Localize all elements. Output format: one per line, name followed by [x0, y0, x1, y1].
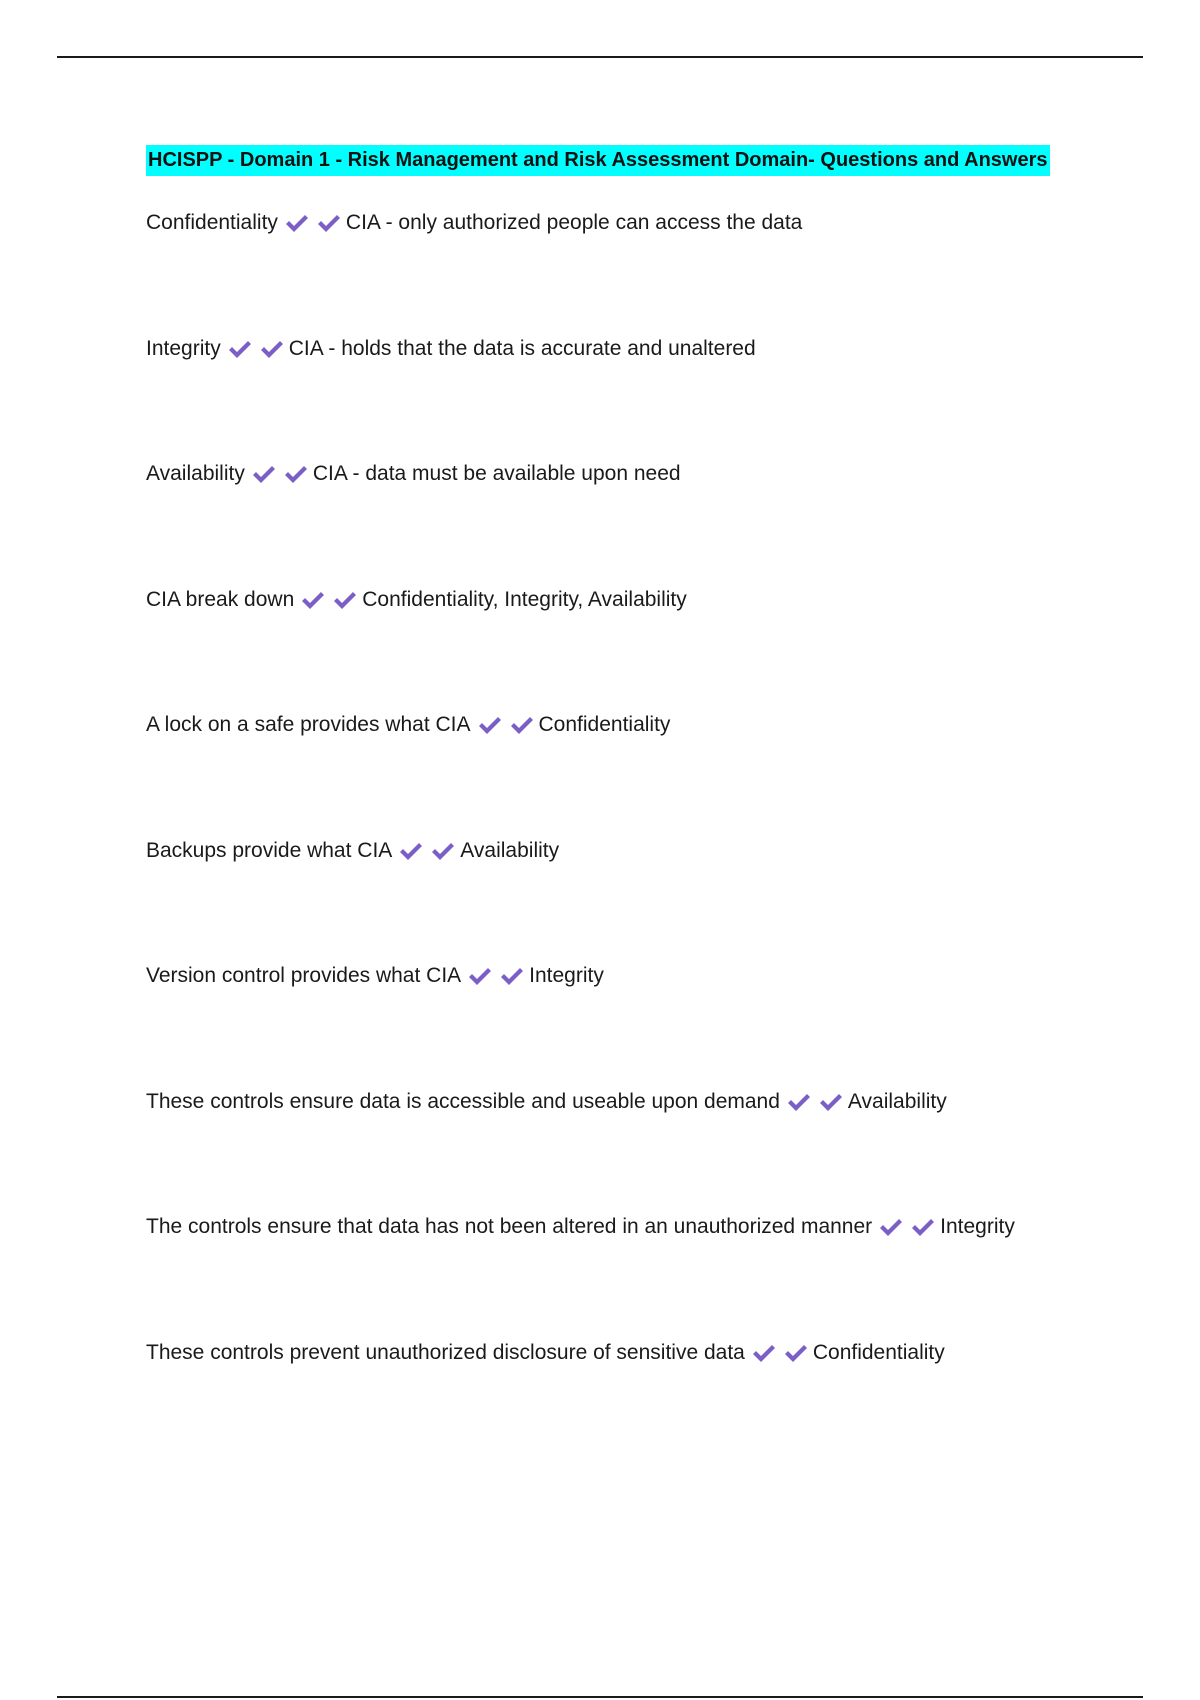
- document-title: HCISPP - Domain 1 - Risk Management and Risk Assessment Domain- Questions and Answers: [146, 145, 1050, 176]
- qa-item: [146, 208, 802, 238]
- checkmark-icon: [751, 1342, 777, 1364]
- answer-text: Confidentiality: [538, 713, 671, 736]
- qa-item: [146, 710, 670, 740]
- checkmark-icon: [283, 463, 309, 485]
- answer-text: CIA - only authorized people can access the data: [345, 211, 803, 234]
- qa-item: [146, 1212, 1015, 1242]
- question-text: The controls ensure that data has not been altered in an unauthorized manner: [146, 1215, 873, 1238]
- answer-text: CIA - data must be available upon need: [312, 462, 681, 485]
- qa-item: [146, 1338, 945, 1368]
- question-text: Confidentiality: [146, 211, 278, 234]
- checkmark-icon: [910, 1216, 936, 1238]
- qa-item: [146, 836, 559, 866]
- answer-text: CIA - holds that the data is accurate and unaltered: [288, 337, 756, 360]
- question-text: These controls prevent unauthorized disclosure of sensitive data: [146, 1341, 745, 1364]
- top-divider: [57, 56, 1143, 58]
- question-text: Version control provides what CIA: [146, 964, 462, 987]
- checkmark-icon: [398, 840, 424, 862]
- question-text: Integrity: [146, 337, 221, 360]
- checkmark-icon: [316, 212, 342, 234]
- question-text: Availability: [146, 462, 245, 485]
- qa-item: [146, 585, 687, 615]
- answer-text: Confidentiality: [812, 1341, 945, 1364]
- question-text: These controls ensure data is accessible and useable upon demand: [146, 1090, 780, 1113]
- checkmark-icon: [227, 338, 253, 360]
- checkmark-icon: [477, 714, 503, 736]
- checkmark-icon: [878, 1216, 904, 1238]
- qa-item: [146, 961, 604, 991]
- checkmark-icon: [467, 965, 493, 987]
- checkmark-icon: [332, 589, 358, 611]
- checkmark-icon: [783, 1342, 809, 1364]
- qa-item: [146, 334, 756, 364]
- answer-text: Availability: [847, 1090, 947, 1113]
- answer-text: Integrity: [529, 964, 604, 987]
- question-text: Backups provide what CIA: [146, 839, 393, 862]
- answer-text: Availability: [460, 839, 560, 862]
- checkmark-icon: [499, 965, 525, 987]
- question-text: CIA break down: [146, 588, 295, 611]
- question-text: A lock on a safe provides what CIA: [146, 713, 471, 736]
- bottom-divider: [57, 1696, 1143, 1698]
- checkmark-icon: [786, 1091, 812, 1113]
- qa-item: [146, 459, 681, 489]
- checkmark-icon: [300, 589, 326, 611]
- checkmark-icon: [259, 338, 285, 360]
- qa-item: [146, 1087, 947, 1117]
- answer-text: Integrity: [940, 1215, 1015, 1238]
- checkmark-icon: [509, 714, 535, 736]
- checkmark-icon: [284, 212, 310, 234]
- answer-text: Confidentiality, Integrity, Availability: [362, 588, 687, 611]
- checkmark-icon: [818, 1091, 844, 1113]
- checkmark-icon: [430, 840, 456, 862]
- checkmark-icon: [251, 463, 277, 485]
